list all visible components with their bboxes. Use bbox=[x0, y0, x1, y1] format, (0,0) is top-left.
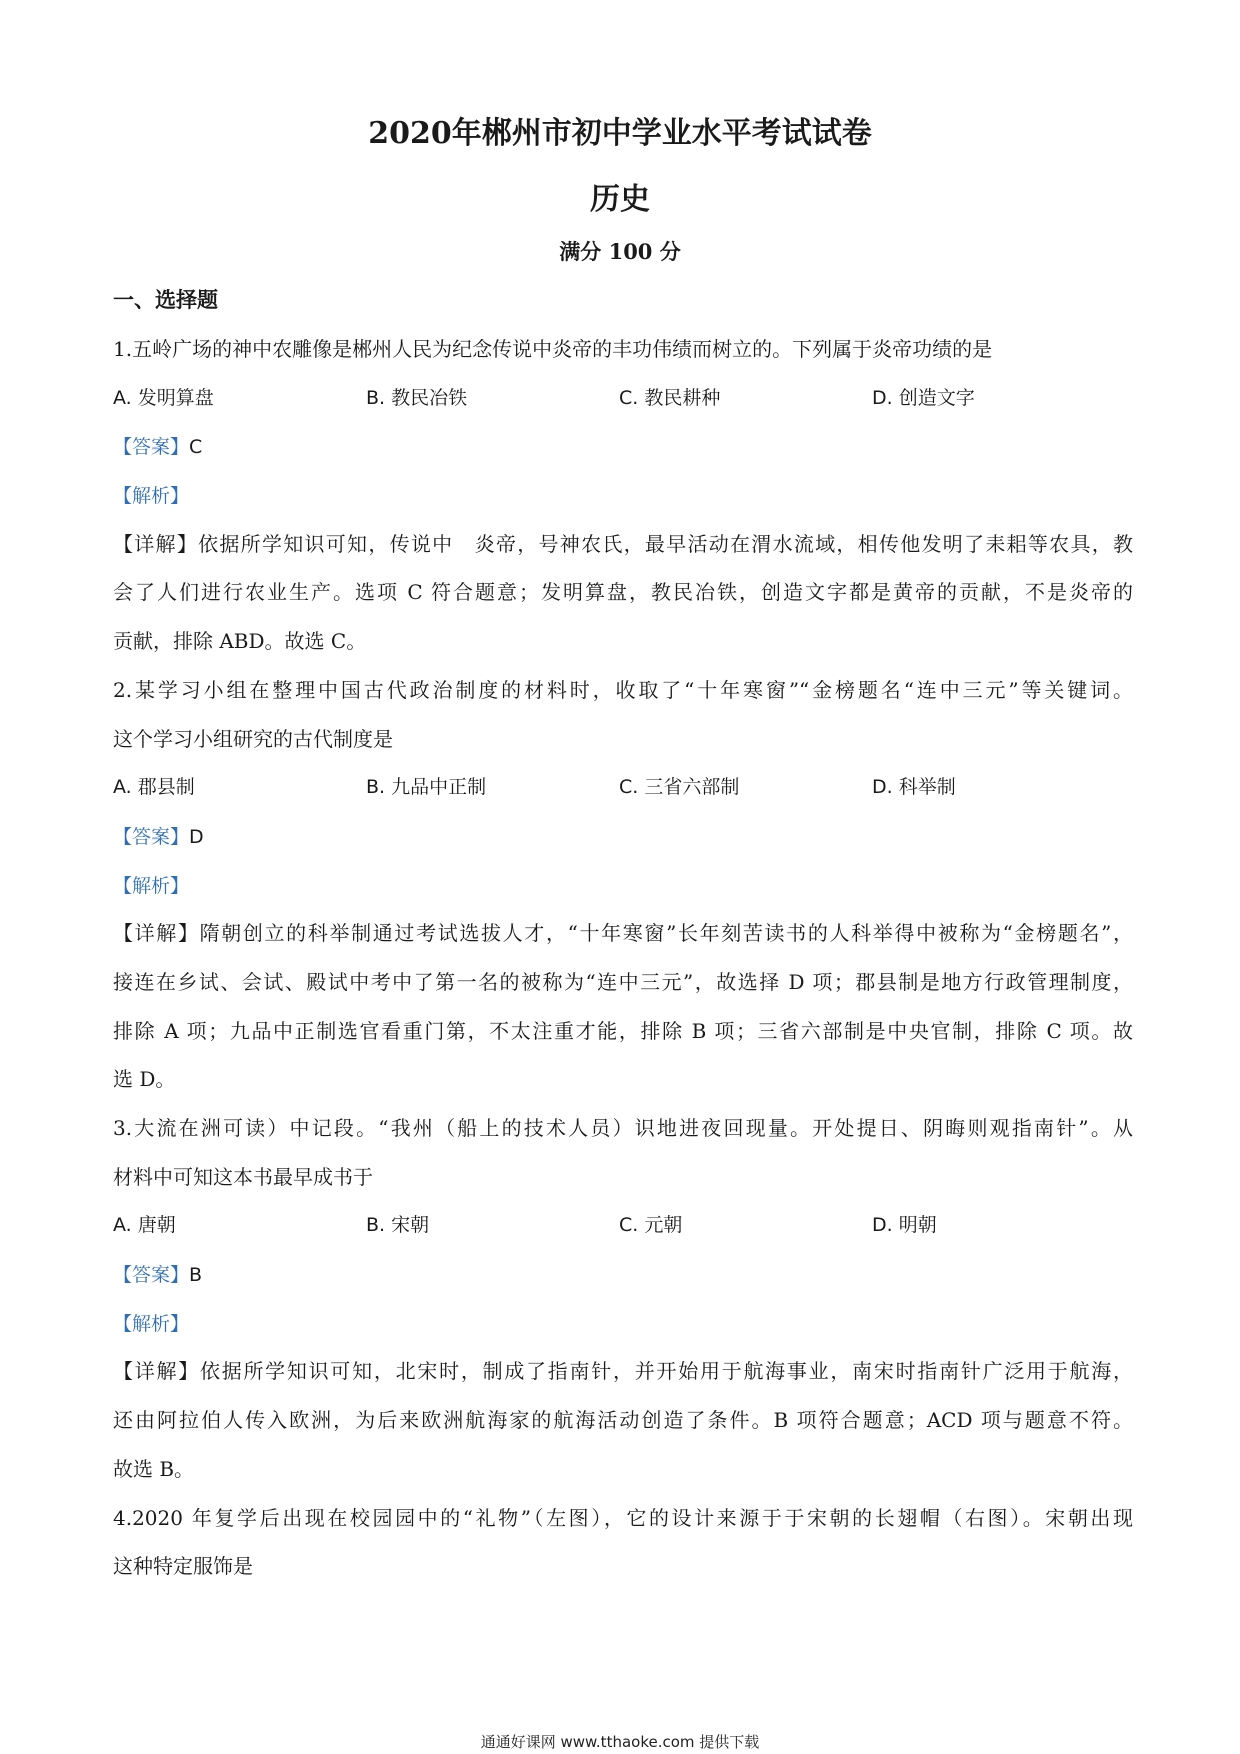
detail-text: 依据所学知识可知，北宋时，制成了指南针，并开始用于航海事业，南宋时指南针广泛用于航海， bbox=[199, 1359, 1134, 1384]
option-d: D. 科举制 bbox=[872, 776, 956, 799]
analysis-tag: 【解析】 bbox=[113, 1312, 190, 1335]
question-2-stem-line-2: 这个学习小组研究的古代制度是 bbox=[113, 726, 393, 751]
answer-tag: 【答案】 bbox=[113, 436, 190, 459]
answer-value: D bbox=[189, 825, 204, 848]
option-a: A. 发明算盘 bbox=[113, 386, 214, 409]
question-body bbox=[113, 325, 1133, 1591]
question-4-stem-line-1: 4.2020 年复学后出现在校园园中的“礼物”（左图），它的设计来源于于宋朝的长翅帽（右图）。宋朝出现 bbox=[113, 1505, 1133, 1530]
footer-source: 通通好课网 www.tthaoke.com 提供下载 bbox=[480, 1733, 760, 1751]
subject-title: 历史 bbox=[590, 182, 650, 217]
option-c: C. 三省六部制 bbox=[619, 776, 740, 799]
option-d: D. 创造文字 bbox=[872, 386, 975, 409]
detail-tag: 【详解】 bbox=[113, 1359, 200, 1384]
full-score: 满分 100 分 bbox=[559, 239, 681, 264]
question-1-answer bbox=[113, 422, 1133, 471]
question-2-detail-line-3: 排除 A 项；九品中正制选官看重门第，不太注重才能，排除 B 项；三省六部制是中央官制，排除 C 项。故 bbox=[113, 1018, 1133, 1043]
question-3-options bbox=[113, 1201, 1133, 1250]
question-2-stem-line-1: 2.某学习小组在整理中国古代政治制度的材料时，收取了“十年寒窗”“金榜题名“连中三元”等关键词。 bbox=[113, 677, 1133, 702]
question-1-detail-line-2: 会了人们进行农业生产。选项 C 符合题意；发明算盘，教民冶铁，创造文字都是黄帝的贡献，不是炎帝的 bbox=[113, 580, 1133, 605]
option-a: A. 唐朝 bbox=[113, 1214, 176, 1237]
question-1-stem: 1.五岭广场的神中农雕像是郴州人民为纪念传说中炎帝的丰功伟绩而树立的。下列属于炎帝功绩的是 bbox=[113, 337, 993, 361]
question-2-answer bbox=[113, 812, 1133, 861]
detail-text: 依据所学知识可知，传说中 炎帝，号神农氏，最早活动在渭水流域，相传他发明了耒耜等农具，教 bbox=[198, 531, 1134, 556]
question-1-options bbox=[113, 374, 1133, 423]
question-1-analysis bbox=[113, 471, 1133, 520]
question-3-detail-line-1 bbox=[113, 1347, 1133, 1396]
option-b: B. 宋朝 bbox=[366, 1214, 430, 1237]
question-3-detail-line-2: 还由阿拉伯人传入欧洲，为后来欧洲航海家的航海活动创造了条件。B 项符合题意；ACD 项与题意不符。 bbox=[113, 1408, 1133, 1433]
analysis-tag: 【解析】 bbox=[113, 485, 190, 508]
option-b: B. 九品中正制 bbox=[366, 776, 487, 799]
question-2-detail-line-2: 接连在乡试、会试、殿试中考中了第一名的被称为“连中三元”，故选择 D 项；郡县制是地方行政管理制度， bbox=[113, 969, 1133, 994]
exam-title: 2020年郴州市初中学业水平考试试卷 bbox=[368, 116, 872, 151]
answer-tag: 【答案】 bbox=[113, 1264, 190, 1287]
question-4-stem-line-2: 这种特定服饰是 bbox=[113, 1554, 253, 1579]
answer-value: C bbox=[189, 436, 203, 459]
detail-tag: 【详解】 bbox=[113, 921, 200, 946]
option-b: B. 教民冶铁 bbox=[366, 386, 468, 409]
detail-text: 隋朝创立的科举制通过考试选拔人才，“十年寒窗”长年刻苦读书的人科举得中被称为“金榜题名”， bbox=[199, 921, 1133, 946]
option-c: C. 元朝 bbox=[619, 1214, 683, 1237]
option-a: A. 郡县制 bbox=[113, 776, 195, 799]
answer-tag: 【答案】 bbox=[113, 825, 190, 848]
question-2-detail-line-1 bbox=[113, 909, 1133, 958]
question-2-options bbox=[113, 763, 1133, 812]
option-c: C. 教民耕种 bbox=[619, 386, 721, 409]
question-3-stem-line-1: 3.大流在洲可读）中记段。“我州（船上的技术人员）识地进夜回现量。开处提日、阴晦则观指南针”。从 bbox=[113, 1116, 1133, 1140]
question-3-analysis bbox=[113, 1299, 1133, 1348]
answer-value: B bbox=[189, 1264, 203, 1287]
question-3-stem-line-2: 材料中可知这本书最早成书于 bbox=[113, 1164, 373, 1189]
question-3-answer bbox=[113, 1250, 1133, 1299]
question-2-analysis bbox=[113, 861, 1133, 910]
question-1-detail-line-3: 贡献，排除 ABD。故选 C。 bbox=[113, 629, 367, 654]
analysis-tag: 【解析】 bbox=[113, 874, 190, 897]
question-2-detail-line-4: 选 D。 bbox=[113, 1067, 176, 1092]
question-3-detail-line-3: 故选 B。 bbox=[113, 1456, 195, 1481]
option-d: D. 明朝 bbox=[872, 1214, 937, 1237]
section-heading: 一、选择题 bbox=[113, 287, 218, 312]
detail-tag: 【详解】 bbox=[113, 531, 199, 556]
question-1-detail-line-1 bbox=[113, 520, 1133, 569]
